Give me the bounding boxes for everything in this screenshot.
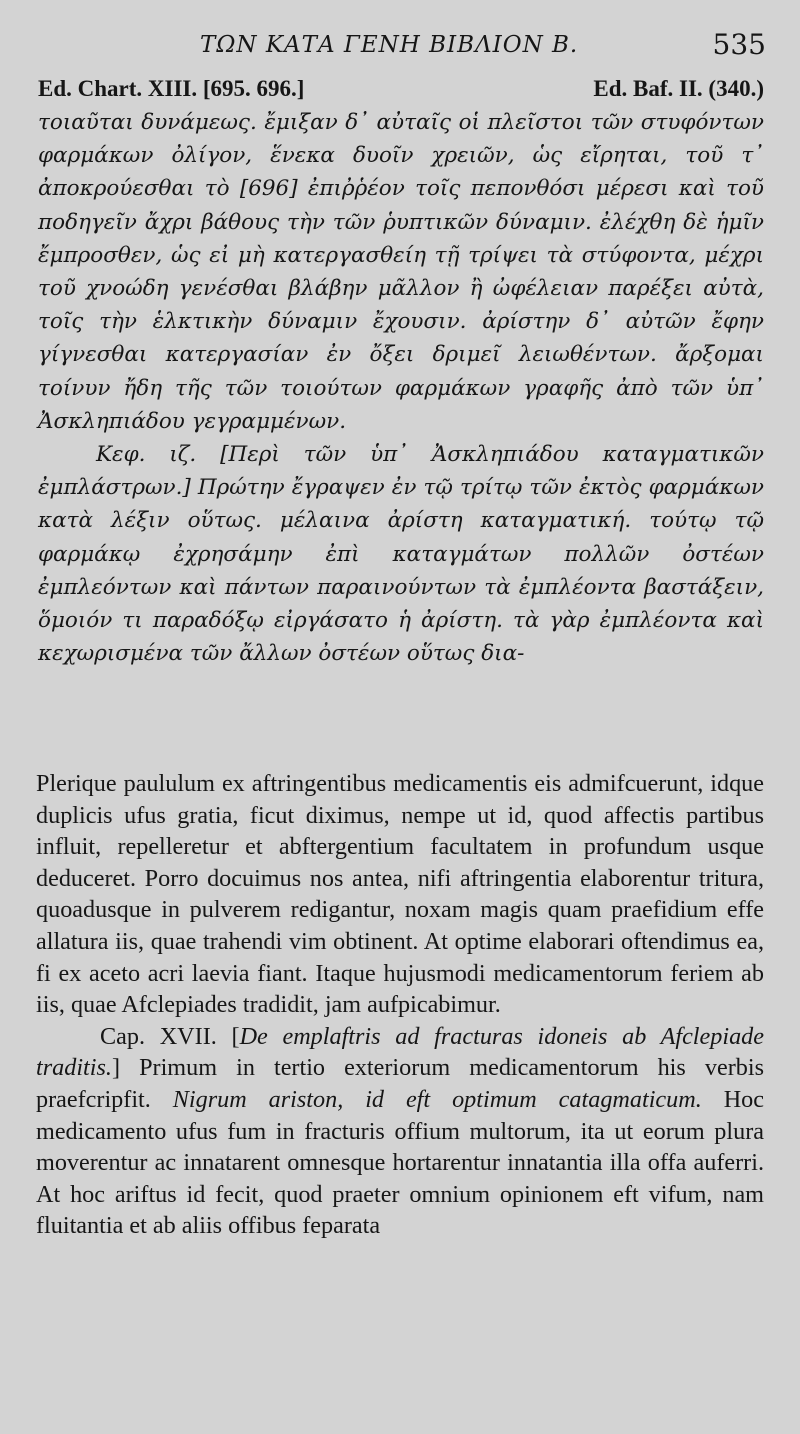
greek-text-block (38, 106, 764, 670)
page-number: 535 (712, 28, 766, 61)
greek-chapter-paragraph: Κεφ. ιζ. [Περὶ τῶν ὑπ᾽ Ἀσκληπιάδου καταγματικῶν ἐμπλάστρων.] Πρώτην ἔγραψεν ἐν τῷ τρίτῳ τῶν ἐκτὸς φαρμάκων κατὰ λέξιν οὕτως. μέλαινα ἀρίστη καταγματική. τούτῳ τῷ φαρμάκῳ ἐχρησάμην ἐπὶ καταγμάτων πολλῶν ὀστέων ἐμπλεόντων καὶ πάντων παραινούντων τὰ ἐμπλέοντα βαστάξειν, ὅμοιόν τι παραδόξῳ εἰργάσατο ἡ ἀρίστη. τὰ γὰρ ἐμπλέοντα καὶ κεχωρισμένα τῶν ἄλλων ὀστέων οὕτως δια- (38, 442, 764, 667)
recipe-name: Nigrum ariston, id eft optimum catagmaticum. (172, 1085, 702, 1113)
edition-basel-ref: Ed. Baf. II. (340.) (593, 76, 764, 101)
chapter-bracket: ] (111, 1054, 121, 1082)
latin-text-continued: Hoc medicamento ufus fum in fracturis offium multorum, ita ut eorum plura moverentur ac innatarent omnesque hortarentur innatantia illa offa auferri. At hoc ariftus id fecit, quod praeter omnium opinionem eft vifum, nam fluitantia et ab aliis offibus feparata (36, 1085, 765, 1240)
latin-chapter-paragraph (36, 1021, 764, 1242)
page-header (0, 28, 800, 68)
chapter-title: De emplaftris ad fracturas idoneis ab Afclepiade traditis. (36, 1022, 764, 1082)
latin-text: Primum in tertio exteriorum medicamentorum his verbis praefcripfit. (36, 1054, 764, 1113)
edition-chartier-ref: Ed. Chart. XIII. [695. 696.] (38, 76, 305, 101)
latin-translation-block (36, 768, 764, 1242)
running-title: ΤΩΝ ΚΑΤΑ ΓΕΝΗ ΒΙΒΛΙΟΝ Β. (200, 32, 579, 58)
chapter-label: Cap. XVII. [ (100, 1022, 240, 1050)
latin-paragraph: Plerique paululum ex aftringentibus medicamentis eis admifcuerunt, idque duplicis ufus gratia, ficut diximus, nempe ut id, quod affectis partibus influit, repelleretur et abftergentium facultatem in profundum usque deduceret. Porro docuimus nos antea, nifi aftringentia elaborentur tritura, quoadusque in pulverem redigantur, noxam magis quam praefidium effe allatura iis, quae trahendi vim obtinent. At optime elaborari oftendimus ea, fi ex aceto acri laevia fiant. Itaque hujusmodi medicamentorum feriem ab iis, quae Afclepiades tradidit, jam aufpicabimur. (36, 770, 764, 1019)
greek-paragraph: τοιαῦται δυνάμεως. ἔμιξαν δ᾽ αὐταῖς οἱ πλεῖστοι τῶν στυφόντων φαρμάκων ὀλίγον, ἕνεκα δυοῖν χρειῶν, ὡς εἴρηται, τοῦ τ᾽ ἀποκρούεσθαι τὸ [696] ἐπιῤῥέον τοῖς πεπονθόσι μέρεσι καὶ τοῦ ποδηγεῖν ἄχρι βάθους τὴν τῶν ῥυπτικῶν δύναμιν. ἐλέχθη δὲ ἡμῖν ἔμπροσθεν, ὡς εἰ μὴ κατεργασθείη τῇ τρίψει τὰ στύφοντα, μέχρι τοῦ χνοώδη γενέσθαι βλάβην μᾶλλον ἢ ὠφέλειαν παρέξει αὐτὰ, τοῖς τὴν ἑλκτικὴν δύναμιν ἔχουσιν. ἀρίστην δ᾽ αὐτῶν ἔφην γίγνεσθαι κατεργασίαν ἐν ὄξει δριμεῖ λειωθέντων. ἄρξομαι τοίνυν ἤδη τῆς τῶν τοιούτων φαρμάκων γραφῆς ἀπὸ τῶν ὑπ᾽ Ἀσκληπιάδου γεγραμμένων. (38, 110, 764, 434)
edition-reference-line (38, 76, 764, 106)
